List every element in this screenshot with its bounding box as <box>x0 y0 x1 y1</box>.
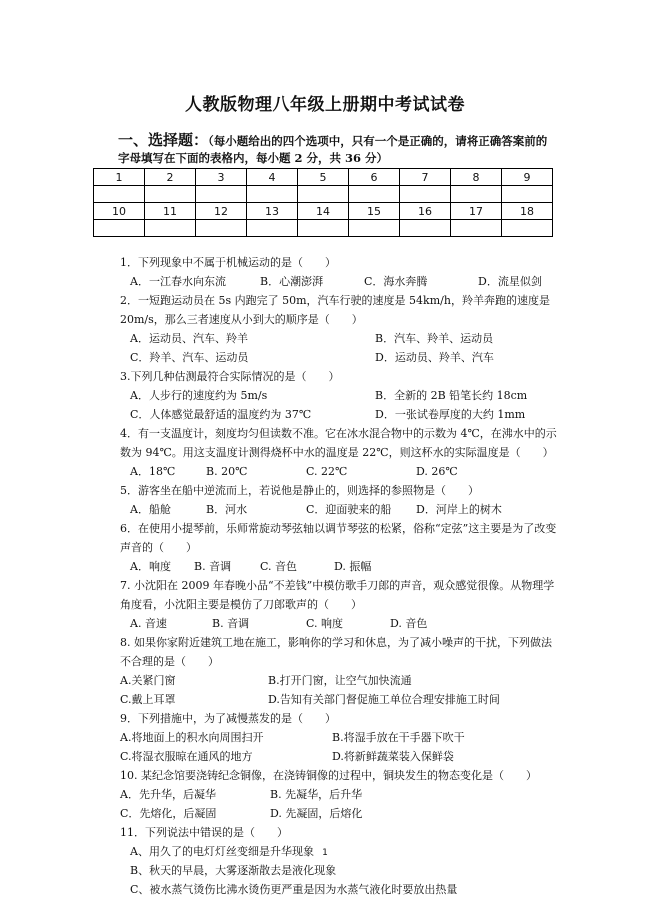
answer-table-blank-row-1 <box>94 186 553 203</box>
answer-cell[interactable] <box>145 220 196 237</box>
question-options <box>120 348 560 367</box>
question-options <box>120 690 560 709</box>
option: D. 先凝固，后熔化 <box>270 807 363 820</box>
answer-table-header-row-2 <box>94 203 553 220</box>
option: B、秋天的早晨，大雾逐渐散去是液化现象 <box>130 864 337 877</box>
answer-table-header: 4 <box>247 169 298 186</box>
option: D. 音色 <box>390 617 428 630</box>
question-stem: 9．下列措施中，为了减慢蒸发的是（ ） <box>120 712 336 725</box>
option: D．一张试卷厚度的大约 1mm <box>375 408 526 421</box>
option: A.关紧门窗 <box>120 674 176 687</box>
answer-table-blank-row-2 <box>94 220 553 237</box>
question-stem: 7. 小沈阳在 2009 年春晚小品“不差钱”中模仿歌手刀郎的声音，观众感觉很像。从物理学角度看，小沈阳主要是模仿了刀郎歌声的（ ） <box>120 579 555 611</box>
option: D. 振幅 <box>334 560 372 573</box>
answer-table-header: 12 <box>196 203 247 220</box>
section-instruction: （每小题给出的四个选项中，只有一个是正确的，请将正确答案前的字母填写在下面的表格内，每小题 2 分，共 36 分） <box>118 134 548 165</box>
answer-table-header: 14 <box>298 203 349 220</box>
option: A.将地面上的积水向周围扫开 <box>120 731 264 744</box>
option: C. 音色 <box>260 560 298 573</box>
answer-cell[interactable] <box>196 186 247 203</box>
answer-table <box>93 168 553 237</box>
option: D. 26℃ <box>416 465 458 478</box>
question-stem: 10. 某纪念馆要浇铸纪念铜像，在浇铸铜像的过程中，铜块发生的物态变化是（ ） <box>120 769 537 782</box>
question-options <box>120 747 560 766</box>
answer-table-header: 13 <box>247 203 298 220</box>
option: C．羚羊、汽车、运动员 <box>130 351 249 364</box>
question-options <box>120 386 560 405</box>
answer-cell[interactable] <box>502 186 553 203</box>
answer-cell[interactable] <box>196 220 247 237</box>
option: A．人步行的速度约为 5m/s <box>130 389 268 402</box>
question-stem: 3.下列几种估测最符合实际情况的是（ ） <box>120 370 340 383</box>
question-stem: 8. 如果你家附近建筑工地在施工，影响你的学习和休息，为了减小噪声的干扰，下列做法不合理的是（ ） <box>120 636 552 668</box>
question-options <box>120 500 560 519</box>
answer-table-header: 8 <box>451 169 502 186</box>
question-options <box>120 728 560 747</box>
section-title: 一、选择题： <box>118 131 209 149</box>
question-stem: 4．有一支温度计，刻度均匀但读数不准。它在冰水混合物中的示数为 4℃，在沸水中的示数为 94℃。用这支温度计测得烧杯中水的温度是 22℃，则这杯水的实际温度是（ ） <box>120 427 557 459</box>
answer-cell[interactable] <box>349 186 400 203</box>
answer-cell[interactable] <box>145 186 196 203</box>
answer-cell[interactable] <box>451 220 502 237</box>
question-list <box>120 253 560 899</box>
answer-cell[interactable] <box>94 186 145 203</box>
option: B.打开门窗，让空气加快流通 <box>268 674 412 687</box>
question-options <box>120 671 560 690</box>
question-options <box>120 785 560 804</box>
option: B. 音调 <box>194 560 232 573</box>
option: C.将湿衣服晾在通风的地方 <box>120 750 253 763</box>
option: A．一江春水向东流 <box>130 275 226 288</box>
question-stem: 2．一短跑运动员在 5s 内跑完了 50m，汽车行驶的速度是 54km/h，羚羊奔跑的速度是 20m/s，那么三者速度从小到大的顺序是（ ） <box>120 294 550 326</box>
answer-cell[interactable] <box>247 186 298 203</box>
option: B.将湿手放在干手器下吹干 <box>332 731 465 744</box>
option: A．运动员、汽车、羚羊 <box>130 332 248 345</box>
answer-table-header: 18 <box>502 203 553 220</box>
answer-table-header: 9 <box>502 169 553 186</box>
answer-table-header: 2 <box>145 169 196 186</box>
option: A、用久了的电灯灯丝变细是升华现象 <box>130 845 314 858</box>
answer-cell[interactable] <box>298 220 349 237</box>
answer-table-header: 15 <box>349 203 400 220</box>
question-stem: 1．下列现象中不属于机械运动的是（ ） <box>120 256 336 269</box>
option: D．流星似剑 <box>478 275 542 288</box>
answer-cell[interactable] <box>247 220 298 237</box>
page-number: 1 <box>322 848 328 858</box>
option: D.将新鲜蔬菜装入保鲜袋 <box>332 750 454 763</box>
option: C．海水奔腾 <box>364 275 428 288</box>
answer-table-header: 6 <box>349 169 400 186</box>
answer-table-header: 10 <box>94 203 145 220</box>
option: B．汽车、羚羊、运动员 <box>375 332 494 345</box>
option: A．先升华，后凝华 <box>120 788 216 801</box>
question-stem: 5．游客坐在船中逆流而上，若说他是静止的，则选择的参照物是（ ） <box>120 484 479 497</box>
option: C．迎面驶来的船 <box>306 503 392 516</box>
answer-cell[interactable] <box>502 220 553 237</box>
option: B. 20℃ <box>206 465 248 478</box>
answer-cell[interactable] <box>349 220 400 237</box>
option: B．全新的 2B 铅笔长约 18cm <box>375 389 528 402</box>
option: C．人体感觉最舒适的温度约为 37℃ <box>130 408 312 421</box>
option: A．18℃ <box>130 465 176 478</box>
question-options <box>120 614 560 633</box>
answer-cell[interactable] <box>400 220 451 237</box>
option: A. 音速 <box>130 617 167 630</box>
answer-cell[interactable] <box>400 186 451 203</box>
option: B．河水 <box>206 503 248 516</box>
answer-table-header-row-1 <box>94 169 553 186</box>
answer-cell[interactable] <box>298 186 349 203</box>
answer-table-header: 11 <box>145 203 196 220</box>
answer-table-header: 3 <box>196 169 247 186</box>
page-title: 人教版物理八年级上册期中考试试卷 <box>185 95 465 115</box>
question-options <box>120 557 560 576</box>
answer-table-header: 17 <box>451 203 502 220</box>
question-options <box>120 462 560 481</box>
option: B．心潮澎湃 <box>260 275 324 288</box>
option: B. 先凝华，后升华 <box>270 788 363 801</box>
answer-table-header: 5 <box>298 169 349 186</box>
option: C.戴上耳罩 <box>120 693 176 706</box>
answer-table-header: 1 <box>94 169 145 186</box>
option: C. 响度 <box>306 617 344 630</box>
option: C、被水蒸气烫伤比沸水烫伤更严重是因为水蒸气液化时要放出热量 <box>130 883 458 896</box>
option: A．响度 <box>130 560 171 573</box>
answer-table-header: 7 <box>400 169 451 186</box>
option: D．运动员、羚羊、汽车 <box>375 351 494 364</box>
option: D.告知有关部门督促施工单位合理安排施工时间 <box>268 693 500 706</box>
question-stem: 6．在使用小提琴前，乐师常旋动琴弦轴以调节琴弦的松紧，俗称“定弦”这主要是为了改变声音的（ ） <box>120 522 557 554</box>
section-heading <box>118 132 558 167</box>
option: D．河岸上的树木 <box>416 503 502 516</box>
question-options <box>120 272 560 291</box>
question-options <box>120 405 560 424</box>
answer-table-header: 16 <box>400 203 451 220</box>
option: C. 22℃ <box>306 465 348 478</box>
question-options <box>120 804 560 823</box>
question-options <box>120 329 560 348</box>
answer-cell[interactable] <box>94 220 145 237</box>
option: B. 音调 <box>212 617 250 630</box>
answer-cell[interactable] <box>451 186 502 203</box>
option: A．船舱 <box>130 503 171 516</box>
question-stem: 11．下列说法中错误的是（ ） <box>120 826 288 839</box>
option: C．先熔化，后凝固 <box>120 807 217 820</box>
